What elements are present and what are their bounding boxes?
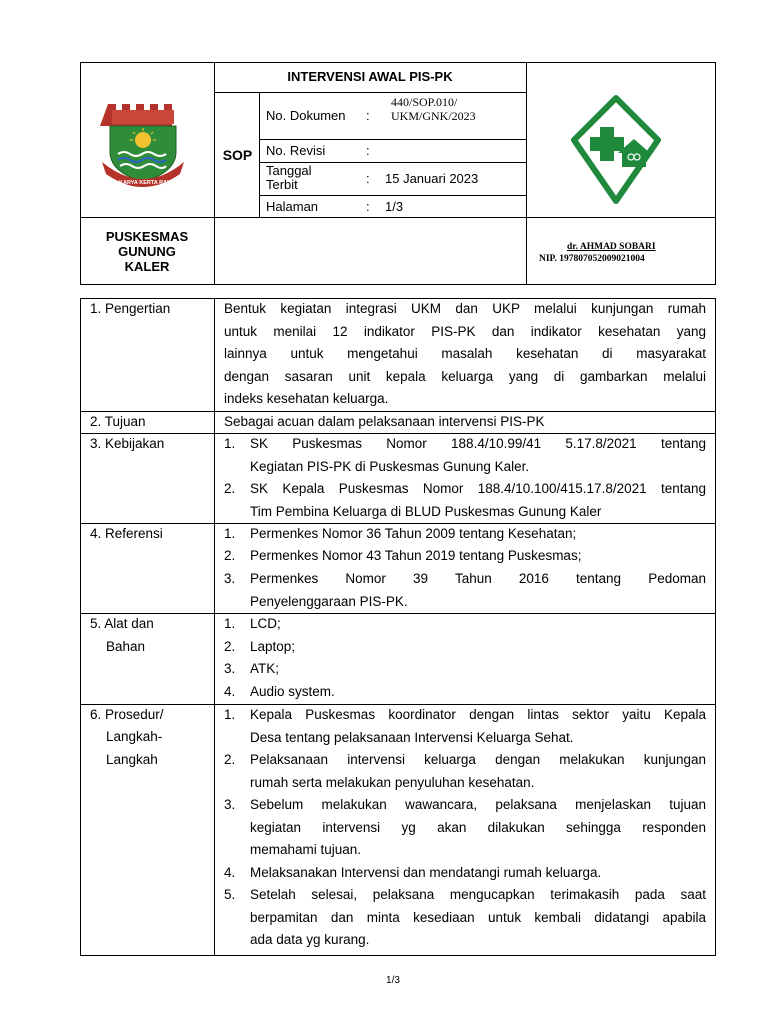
list-item xyxy=(250,884,706,952)
org-name-line-1: PUSKESMAS xyxy=(105,229,189,244)
org-name-line-3: KALER xyxy=(124,259,170,274)
list-item-line: kegiatan intervensi yg akan dilakukan sehingga responden xyxy=(250,819,706,835)
list-item-line: SK Puskesmas Nomor 188.4/10.99/41 5.17.8/2021 tentang xyxy=(250,436,706,451)
list-number: 1. xyxy=(224,707,236,722)
list-item: Laptop; xyxy=(250,639,296,654)
no-dokumen-label: No. Dokumen xyxy=(266,108,346,123)
list-item-line: Tim Pembina Keluarga di BLUD Puskesmas Gunung Kaler xyxy=(250,503,602,519)
sop-label: SOP xyxy=(222,147,253,163)
emblem-logo xyxy=(98,96,188,196)
svg-text:SATYA KARYA KERTA RAHARJA: SATYA KARYA KERTA RAHARJA xyxy=(100,180,186,186)
list-item-line: SK Kepala Puskesmas Nomor 188.4/10.100/415.17.8/2021 tentang xyxy=(250,481,706,496)
list-item: Audio system. xyxy=(250,684,335,699)
no-dokumen-value-2: UKM/GNK/2023 xyxy=(391,109,476,123)
halaman-colon: : xyxy=(366,199,370,214)
tujuan-text: Sebagai acuan dalam pelaksanaan intervensi PIS-PK xyxy=(224,414,545,429)
pengertian-line: lainnya untuk mengetahui masalah kesehatan di masyarakat xyxy=(224,346,706,362)
list-item-line: Pelaksanaan intervensi keluarga dengan melakukan kunjungan xyxy=(250,752,706,767)
list-item: Permenkes Nomor 43 Tahun 2019 tentang Puskesmas; xyxy=(250,548,582,563)
list-item xyxy=(250,704,706,749)
list-item-line: Penyelenggaraan PIS-PK. xyxy=(250,593,408,609)
list-number: 4. xyxy=(224,684,236,699)
section-label-alat-2: Bahan xyxy=(106,639,146,654)
document-title: INTERVENSI AWAL PIS-PK xyxy=(287,69,453,84)
list-item xyxy=(250,433,706,478)
tanggal-colon: : xyxy=(366,171,370,186)
section-label-alat: 5. Alat dan xyxy=(90,616,154,631)
list-number: 1. xyxy=(224,436,236,451)
signer-nip: NIP. 197807052009021004 xyxy=(539,254,645,264)
section-label-prosedur-3: Langkah xyxy=(106,752,158,767)
page-number: 1/3 xyxy=(386,975,400,986)
list-item: LCD; xyxy=(250,616,281,631)
list-item xyxy=(250,568,706,613)
no-dokumen-colon: : xyxy=(366,108,370,123)
section-label-pengertian: 1. Pengertian xyxy=(90,301,171,316)
no-dokumen-value-1: 440/SOP.010/ xyxy=(391,95,458,109)
signer-name: dr. AHMAD SOBARI xyxy=(567,242,656,252)
list-item-line: Permenkes Nomor 39 Tahun 2016 tentang Pedoman xyxy=(250,571,706,586)
org-name-line-2: GUNUNG xyxy=(118,244,176,259)
halaman-value: 1/3 xyxy=(385,199,404,214)
tanggal-label-2: Terbit xyxy=(266,177,298,192)
list-item-line: rumah serta melakukan penyuluhan kesehatan. xyxy=(250,774,535,790)
list-item xyxy=(250,794,706,862)
pengertian-line: untuk menilai 12 indikator PIS-PK dan indikator kesehatan yang xyxy=(224,323,706,339)
list-number: 3. xyxy=(224,797,236,812)
no-revisi-label: No. Revisi xyxy=(266,143,326,158)
list-number: 2. xyxy=(224,639,236,654)
section-label-kebijakan: 3. Kebijakan xyxy=(90,436,165,451)
no-revisi-colon: : xyxy=(366,143,370,158)
list-item xyxy=(250,478,706,523)
pengertian-line: Bentuk kegiatan integrasi UKM dan UKP melalui kunjungan rumah xyxy=(224,301,706,316)
list-item: Permenkes Nomor 36 Tahun 2009 tentang Kesehatan; xyxy=(250,526,577,541)
list-number: 3. xyxy=(224,571,236,586)
list-item-line: Kepala Puskesmas koordinator dengan lintas sektor yaitu Kepala xyxy=(250,707,706,722)
pengertian-text xyxy=(224,298,706,411)
section-label-prosedur: 6. Prosedur/ xyxy=(90,707,164,722)
list-number: 1. xyxy=(224,616,236,631)
list-number: 4. xyxy=(224,865,236,880)
pengertian-line: dengan sasaran unit kepala keluarga yang di gambarkan melalui xyxy=(224,368,706,384)
list-item-line: berpamitan dan minta kesediaan untuk kembali didatangi apabila xyxy=(250,909,706,925)
tanggal-value: 15 Januari 2023 xyxy=(385,171,479,186)
halaman-label: Halaman xyxy=(266,199,319,214)
pengertian-line: indeks kesehatan keluarga. xyxy=(224,391,389,407)
list-item-line: memahami tujuan. xyxy=(250,842,362,858)
list-number: 2. xyxy=(224,481,236,496)
list-item: ATK; xyxy=(250,661,280,676)
tanggal-label-1: Tanggal xyxy=(266,163,312,178)
list-item-line: Setelah selesai, pelaksana mengucapkan terimakasih pada saat xyxy=(250,887,706,902)
list-number: 5. xyxy=(224,887,236,902)
list-number: 2. xyxy=(224,752,236,767)
list-number: 3. xyxy=(224,661,236,676)
list-number: 2. xyxy=(224,548,236,563)
list-number: 1. xyxy=(224,526,236,541)
list-item xyxy=(250,749,706,794)
list-item-line: Sebelum melakukan wawancara, pelaksana menjelaskan tujuan xyxy=(250,797,706,812)
section-label-tujuan: 2. Tujuan xyxy=(90,414,146,429)
list-item: Melaksanakan Intervensi dan mendatangi rumah keluarga. xyxy=(250,865,602,880)
list-item-line: ada data yg kurang. xyxy=(250,932,370,948)
section-label-prosedur-2: Langkah- xyxy=(106,729,163,744)
list-item-line: Desa tentang pelaksanaan Intervensi Keluarga Sehat. xyxy=(250,729,574,745)
puskesmas-logo xyxy=(570,95,662,205)
section-label-referensi: 4. Referensi xyxy=(90,526,163,541)
list-item-line: Kegiatan PIS-PK di Puskesmas Gunung Kaler. xyxy=(250,458,530,474)
